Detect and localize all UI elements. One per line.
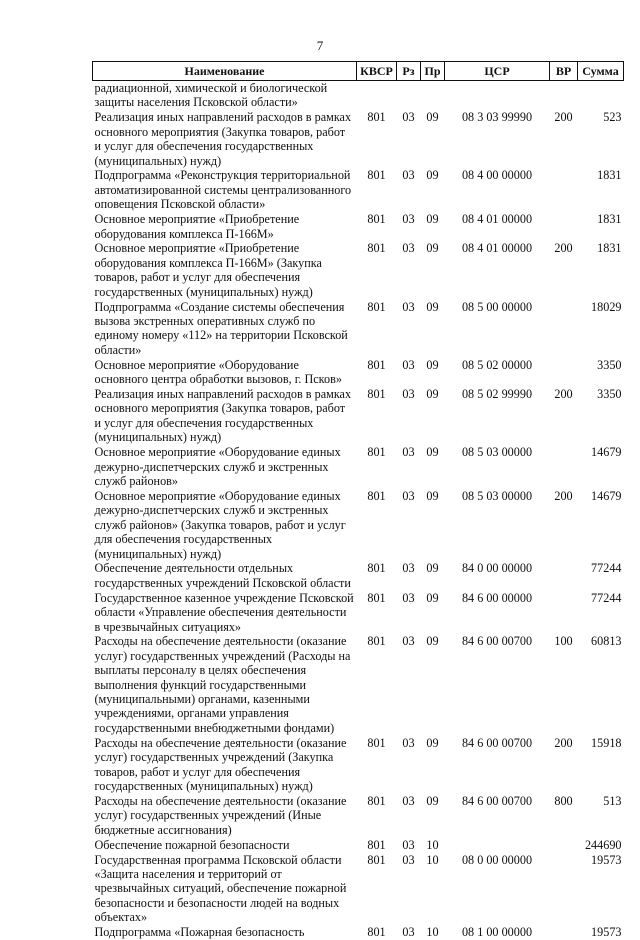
cell-sum: 19573 <box>591 925 622 940</box>
cell-vr <box>550 358 578 387</box>
cell-vr: 200 <box>554 735 573 750</box>
cell-name: Расходы на обеспечение деятельности (оказание услуг) государственных учреждений (Закупка товаров, работ и услуг для обеспечения государственных (муниципальных) нужд) <box>94 735 347 793</box>
cell-rz: 03 <box>402 357 415 372</box>
cell-rz: 03 <box>402 445 415 460</box>
budget-table <box>92 61 624 940</box>
cell-name: Основное мероприятие «Оборудование единых дежурно-диспетчерских служб и экстренных служб районов» (Закупка товаров, работ и услуг для обеспечения государственных (муниципальных) нужд) <box>94 488 346 561</box>
cell-rz: 03 <box>402 241 415 256</box>
cell-rz: 03 <box>402 590 415 605</box>
table-row <box>93 212 624 241</box>
cell-rz: 03 <box>402 110 415 125</box>
cell-name: Подпрограмма «Создание системы обеспечения вызова экстренных оперативных служб по единому номеру «112» на территории Псковской области» <box>94 299 348 357</box>
cell-kvsr: 801 <box>367 445 386 460</box>
cell-vr <box>550 212 578 241</box>
header-name: Наименование <box>93 62 357 81</box>
cell-sum: 77244 <box>591 590 622 605</box>
cell-name: Государственная программа Псковской области «Защита населения и территорий от чрезвычайных ситуаций, обеспечение пожарной безопасности и безопасности людей на водных объектах» <box>94 852 347 925</box>
cell-rz: 03 <box>402 168 415 183</box>
page-number: 7 <box>316 38 324 53</box>
table-row <box>93 110 624 168</box>
cell-rz: 03 <box>402 735 415 750</box>
cell-rz: 03 <box>402 852 415 867</box>
cell-vr <box>550 838 578 853</box>
cell-name: Обеспечение деятельности отдельных государственных учреждений Псковской области <box>94 561 351 590</box>
cell-vr <box>550 853 578 926</box>
cell-sum: 523 <box>603 110 622 125</box>
cell-kvsr: 801 <box>367 852 386 867</box>
cell-sum: 1831 <box>597 241 622 256</box>
cell-csr: 84 6 00 00700 <box>461 793 533 808</box>
table-row <box>93 387 624 445</box>
cell-pr: 09 <box>426 357 439 372</box>
cell-sum: 14679 <box>591 488 622 503</box>
cell-csr: 84 6 00 00000 <box>461 590 533 605</box>
cell-name: радиационной, химической и биологической защиты населения Псковской области» <box>94 81 328 110</box>
cell-sum: 3350 <box>597 387 622 402</box>
cell-vr <box>550 445 578 489</box>
header-row <box>93 62 624 81</box>
cell-pr: 09 <box>426 488 439 503</box>
table-body <box>93 81 624 940</box>
cell-sum: 60813 <box>591 634 622 649</box>
cell-vr <box>550 591 578 635</box>
cell-pr: 10 <box>426 925 439 940</box>
cell-pr: 09 <box>426 387 439 402</box>
cell-kvsr: 801 <box>367 837 386 852</box>
cell-rz: 03 <box>402 634 415 649</box>
table-row <box>93 838 624 853</box>
table-row <box>93 358 624 387</box>
cell-sum: 244690 <box>584 837 622 852</box>
header-pr: Пр <box>421 62 445 81</box>
cell-sum: 1831 <box>597 212 622 227</box>
cell-name: Подпрограмма «Реконструкция территориальной автоматизированной системы централизованного оповещения Псковской области» <box>94 168 352 212</box>
table-row <box>93 300 624 358</box>
table-row <box>93 561 624 590</box>
cell-pr: 09 <box>426 299 439 314</box>
cell-pr: 09 <box>426 793 439 808</box>
cell-csr: 84 0 00 00000 <box>461 561 533 576</box>
cell-kvsr: 801 <box>367 212 386 227</box>
table-row <box>93 925 624 940</box>
cell-csr: 08 4 01 00000 <box>461 241 533 256</box>
cell-sum: 77244 <box>591 561 622 576</box>
cell-vr <box>550 81 578 111</box>
cell-csr: 08 5 02 99990 <box>461 387 533 402</box>
cell-csr: 08 4 00 00000 <box>461 168 533 183</box>
cell-vr <box>550 300 578 358</box>
cell-name: Расходы на обеспечение деятельности (оказание услуг) государственных учреждений (Иные бюджетные ассигнования) <box>94 793 347 837</box>
header-rz: Рз <box>397 62 421 81</box>
cell-sum <box>578 81 624 111</box>
cell-vr: 100 <box>554 634 573 649</box>
cell-sum: 1831 <box>597 168 622 183</box>
cell-vr: 200 <box>554 110 573 125</box>
cell-vr <box>550 925 578 940</box>
cell-name: Расходы на обеспечение деятельности (оказание услуг) государственных учреждений (Расходы на выплаты персоналу в целях обеспечения выполнения функций государственными (муниципальными) органами, казенными учреждениями, органами управления государственными внебюджетными фондами) <box>94 634 351 735</box>
table-row <box>93 634 624 735</box>
cell-csr: 84 6 00 00700 <box>461 634 533 649</box>
cell-kvsr: 801 <box>367 793 386 808</box>
cell-pr: 10 <box>426 852 439 867</box>
cell-name: Государственное казенное учреждение Псковской области «Управление обеспечения деятельности в чрезвычайных ситуациях» <box>94 590 354 634</box>
cell-pr: 10 <box>426 837 439 852</box>
cell-kvsr: 801 <box>367 299 386 314</box>
cell-vr <box>550 168 578 212</box>
cell-kvsr: 801 <box>367 241 386 256</box>
cell-rz: 03 <box>402 561 415 576</box>
cell-name: Основное мероприятие «Приобретение оборудования комплекса П-166М» <box>94 212 300 241</box>
cell-sum: 513 <box>603 793 622 808</box>
cell-pr: 09 <box>426 168 439 183</box>
cell-csr: 84 6 00 00700 <box>461 735 533 750</box>
cell-csr: 08 5 03 00000 <box>461 488 533 503</box>
cell-kvsr: 801 <box>367 110 386 125</box>
table-row <box>93 591 624 635</box>
cell-pr: 09 <box>426 445 439 460</box>
cell-csr: 08 5 02 00000 <box>461 357 533 372</box>
cell-pr: 09 <box>426 590 439 605</box>
cell-csr: 08 4 01 00000 <box>461 212 533 227</box>
cell-rz: 03 <box>402 925 415 940</box>
cell-name: Основное мероприятие «Приобретение оборудования комплекса П-166М» (Закупка товаров, работ и услуг для обеспечения государственных (муниципальных) нужд) <box>94 241 322 299</box>
table-row <box>93 445 624 489</box>
table-row <box>93 736 624 794</box>
cell-pr: 09 <box>426 212 439 227</box>
header-csr: ЦСР <box>445 62 550 81</box>
header-sum: Сумма <box>578 62 624 81</box>
cell-vr <box>550 561 578 590</box>
cell-kvsr: 801 <box>367 387 386 402</box>
header-kvsr: КВСР <box>357 62 397 81</box>
cell-pr: 09 <box>426 241 439 256</box>
cell-pr: 09 <box>426 561 439 576</box>
cell-name: Подпрограмма «Пожарная безопасность <box>94 925 305 940</box>
cell-rz: 03 <box>402 837 415 852</box>
cell-name: Реализация иных направлений расходов в рамках основного мероприятия (Закупка товаров, работ и услуг для обеспечения государственных (муниципальных) нужд) <box>94 110 352 168</box>
cell-rz: 03 <box>402 488 415 503</box>
cell-vr: 800 <box>554 793 573 808</box>
cell-pr <box>421 81 445 111</box>
cell-name: Основное мероприятие «Оборудование основного центра обработки вызовов, г. Псков» <box>94 357 342 387</box>
cell-sum: 15918 <box>591 735 622 750</box>
cell-sum: 14679 <box>591 445 622 460</box>
table-row <box>93 168 624 212</box>
cell-sum: 19573 <box>591 852 622 867</box>
cell-vr: 200 <box>554 387 573 402</box>
header-vr: ВР <box>550 62 578 81</box>
cell-pr: 09 <box>426 110 439 125</box>
cell-name: Основное мероприятие «Оборудование единых дежурно-диспетчерских служб и экстренных служб районов» <box>94 445 341 488</box>
cell-csr: 08 5 03 00000 <box>461 445 533 460</box>
cell-kvsr: 801 <box>367 634 386 649</box>
cell-rz: 03 <box>402 387 415 402</box>
cell-rz: 03 <box>402 793 415 808</box>
cell-rz: 03 <box>402 299 415 314</box>
cell-csr <box>445 838 550 853</box>
cell-pr: 09 <box>426 735 439 750</box>
cell-csr <box>445 81 550 111</box>
cell-kvsr: 801 <box>367 925 386 940</box>
cell-kvsr: 801 <box>367 488 386 503</box>
cell-kvsr: 801 <box>367 357 386 372</box>
cell-vr: 200 <box>554 241 573 256</box>
cell-pr: 09 <box>426 634 439 649</box>
cell-csr: 08 5 00 00000 <box>461 299 533 314</box>
table-row <box>93 853 624 926</box>
cell-vr: 200 <box>554 488 573 503</box>
cell-kvsr <box>357 81 397 111</box>
cell-name: Реализация иных направлений расходов в рамках основного мероприятия (Закупка товаров, работ и услуг для обеспечения государственных (муниципальных) нужд) <box>94 387 352 445</box>
table-row <box>93 81 624 111</box>
table-row <box>93 794 624 838</box>
cell-kvsr: 801 <box>367 168 386 183</box>
table-row <box>93 241 624 299</box>
table-header <box>93 62 624 81</box>
cell-csr: 08 0 00 00000 <box>461 852 533 867</box>
table-row <box>93 489 624 562</box>
cell-kvsr: 801 <box>367 735 386 750</box>
cell-sum: 18029 <box>591 299 622 314</box>
cell-rz <box>397 81 421 111</box>
cell-csr: 08 3 03 99990 <box>461 110 533 125</box>
cell-sum: 3350 <box>597 357 622 372</box>
cell-kvsr: 801 <box>367 590 386 605</box>
cell-csr: 08 1 00 00000 <box>461 925 533 940</box>
cell-kvsr: 801 <box>367 561 386 576</box>
cell-name: Обеспечение пожарной безопасности <box>94 837 290 852</box>
cell-rz: 03 <box>402 212 415 227</box>
